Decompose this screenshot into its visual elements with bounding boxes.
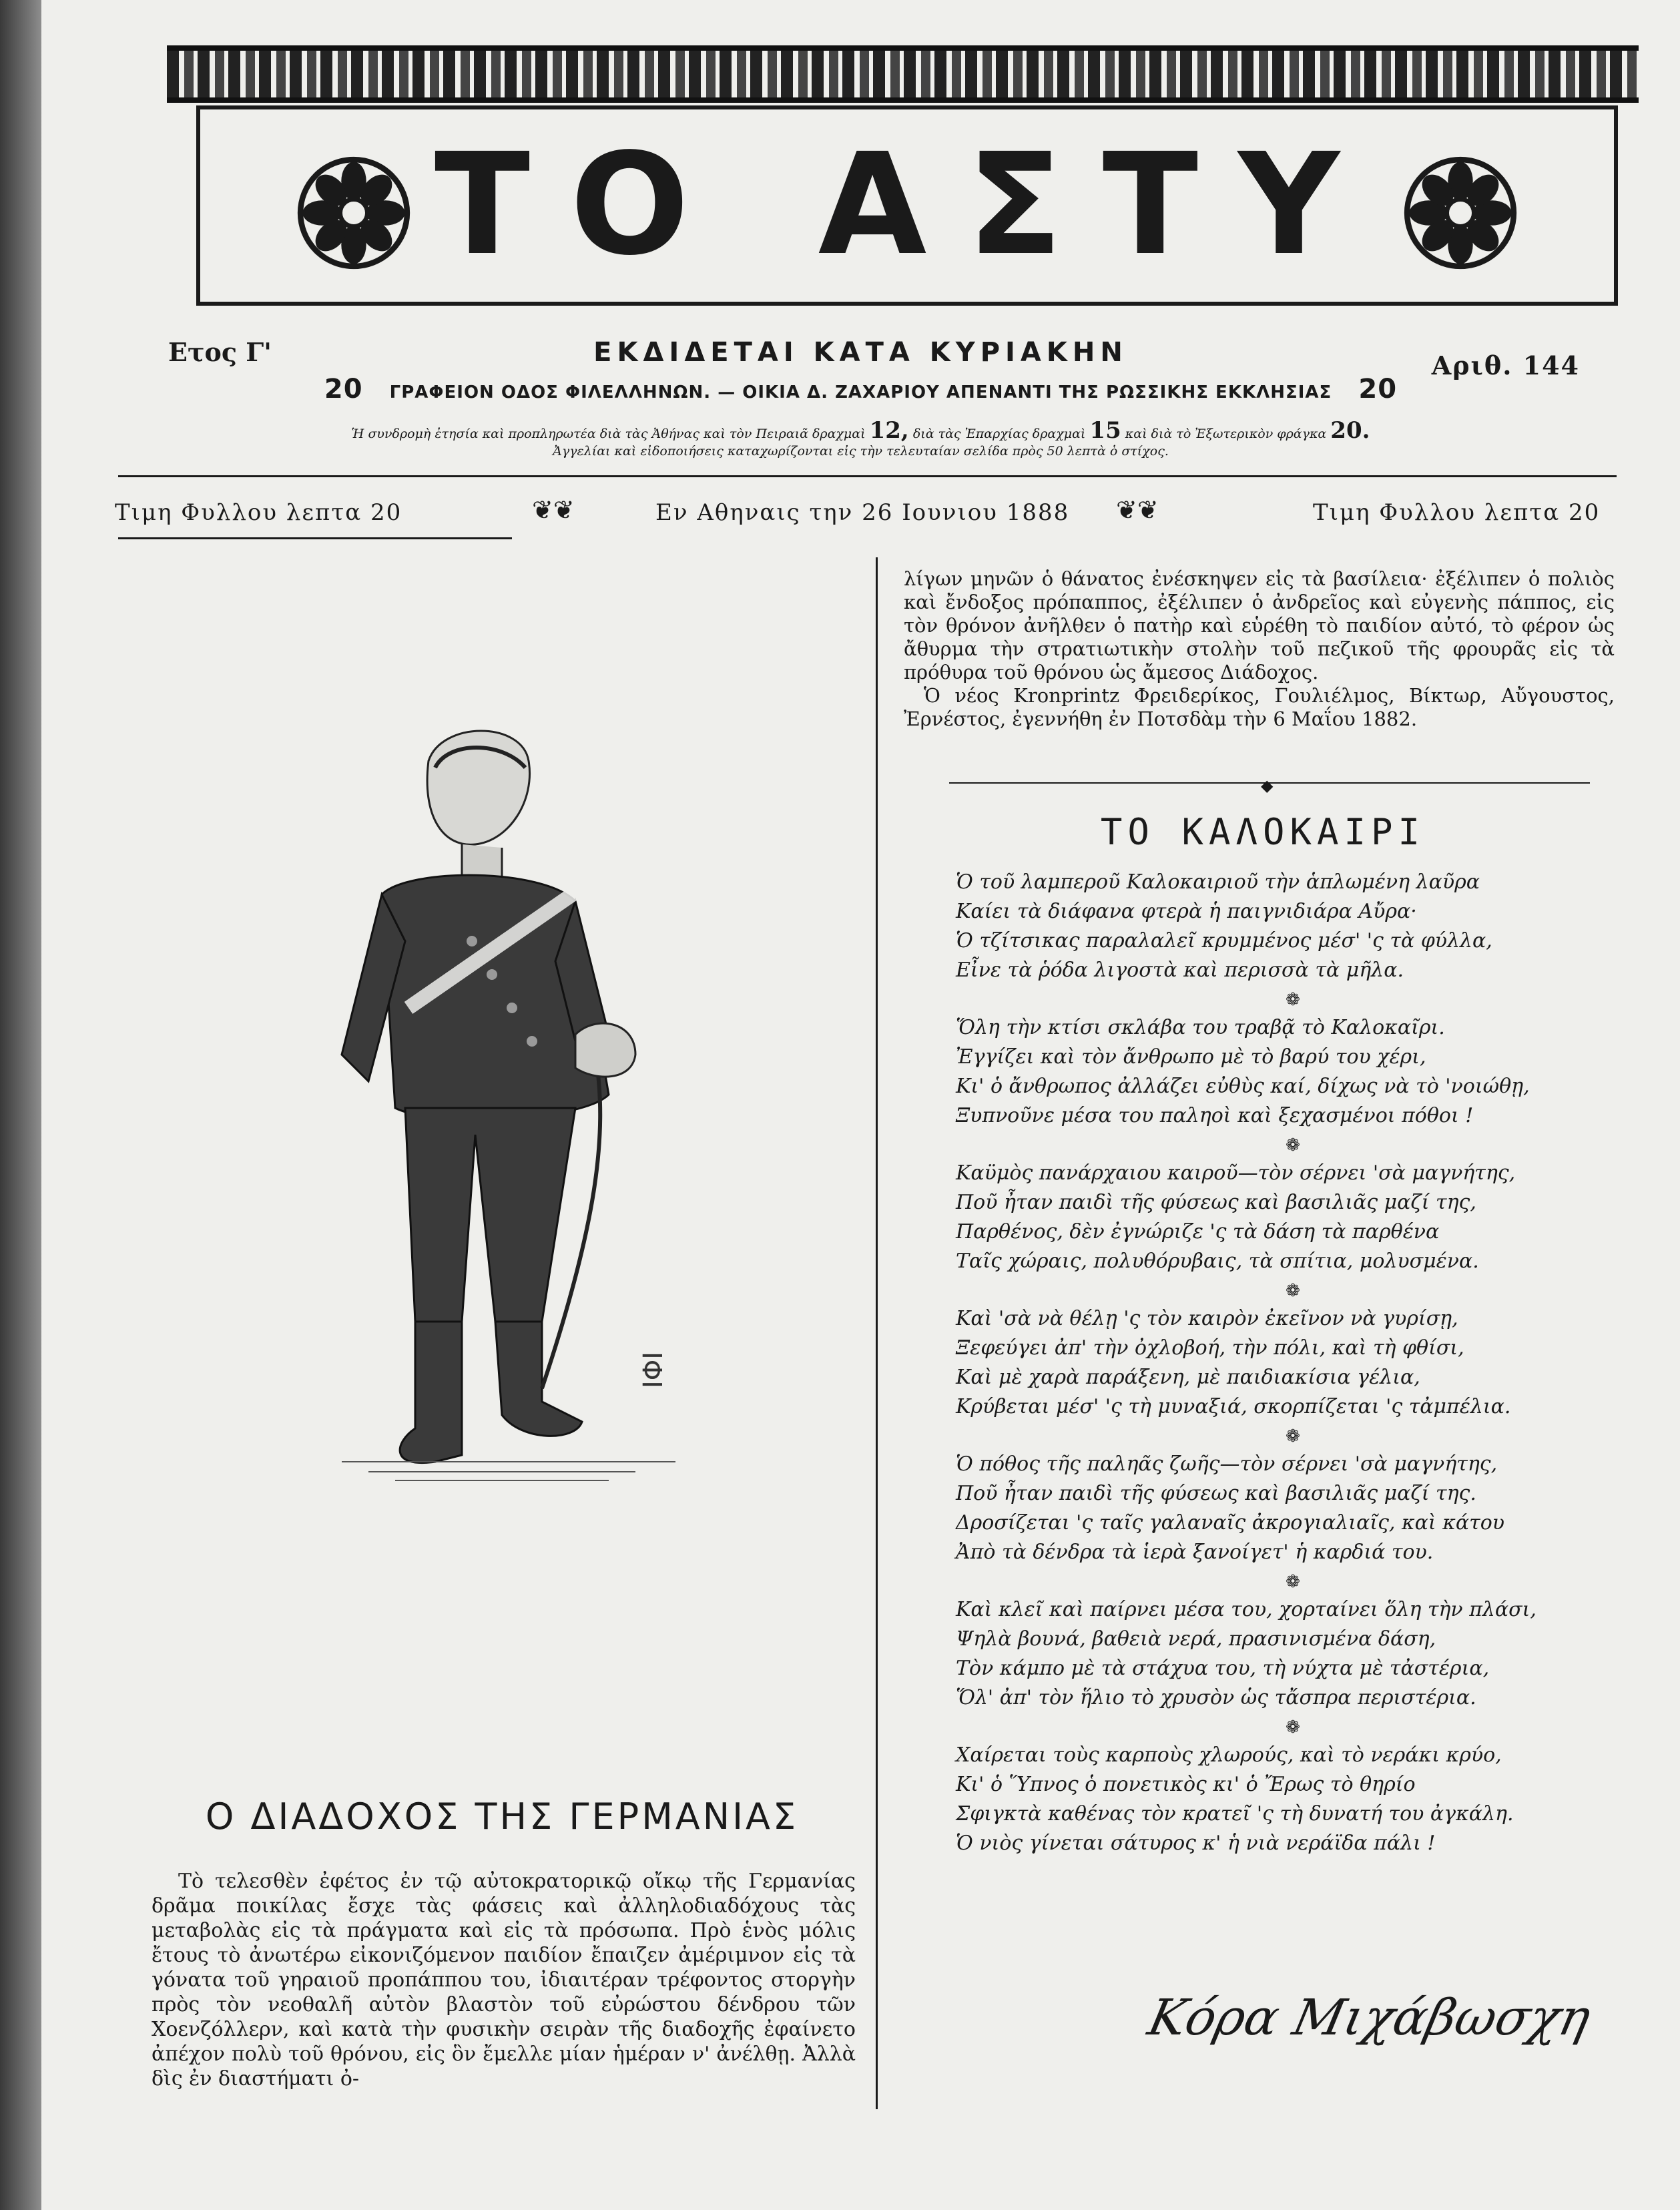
poem-stanza	[956, 1741, 1630, 1858]
poem-stanza	[956, 1595, 1630, 1737]
poem-body	[956, 868, 1630, 1886]
poem-line: Ὁ τοῦ λαμπεροῦ Καλοκαιριοῦ τὴν ἁπλωμένη λαῦρα	[956, 870, 1480, 894]
poem-stanza	[956, 1159, 1630, 1301]
masthead-title: ΤΟ ΑΣΤΥ	[434, 123, 1380, 286]
article-lead	[152, 1869, 856, 2091]
boy-portrait-illustration	[262, 721, 769, 1488]
subs-price-1: 12,	[869, 417, 909, 444]
dateline-bottom-rule	[118, 537, 512, 539]
poem-line: Κρύβεται μέσ' 'ς τὴ μυναξιά, σκορπίζεται 'ς τἀμπέλια.	[956, 1395, 1511, 1418]
subs-price-3: 20.	[1330, 417, 1370, 444]
stanza-ornament-icon: ❁	[1286, 1135, 1300, 1155]
poem-line: Ἐγγίζει καὶ τὸν ἄνθρωπο μὲ τὸ βαρύ του χέρι,	[956, 1045, 1426, 1069]
poem-line: Ξεφεύγει ἀπ' τὴν ὀχλοβοή, τὴν πόλι, καὶ τὴ φθίσι,	[956, 1336, 1464, 1360]
advertising-note: Ἀγγελίαι καὶ εἰδοποιήσεις καταχωρίζονται εἰς τὴν τελευταίαν σελίδα πρὸς 50 λεπτὰ ὁ στίχος.	[553, 444, 1169, 459]
poem-line: Ὁ τζίτσικας παραλαλεῖ κρυμμένος μέσ' 'ς τὰ φύλλα,	[956, 929, 1492, 952]
poem-line: Ὅλ' ἀπ' τὸν ἥλιο τὸ χρυσὸν ὡς τἄσπρα περιστέρια.	[956, 1686, 1476, 1709]
subs-price-2: 15	[1089, 417, 1121, 444]
article-birth-note: Ὁ νέος Kronprintz Φρειδερίκος, Γουλιέλμος, Βίκτωρ, Αὔγουστος, Ἐρνέστος, ἐγεννήθη ἐν Ποτσδὰμ τὴν 6 Μαΐου 1882.	[904, 684, 1615, 730]
article-title: Ο ΔΙΑΔΟΧΟΣ ΤΗΣ ΓΕΡΜΑΝΙΑΣ	[205, 1795, 799, 1838]
poem-line: Χαίρεται τοὺς καρποὺς χλωρούς, καὶ τὸ νεράκι κρύο,	[956, 1743, 1502, 1767]
article-lead-paragraph: Τὸ τελεσθὲν ἐφέτος ἐν τῷ αὐτοκρατορικῷ οἴκῳ τῆς Γερμανίας δρᾶμα ποικίλας ἔσχε τὰς φάσεις καὶ ἀλληλοδιαδόχους τὰς μεταβολὰς εἰς τὰ πράγματα καὶ εἰς τὰ πρόσωπα. Πρὸ ἑνὸς μόλις ἔτους τὸ ἀνωτέρω εἰκονιζόμενον παιδίον ἔπαιζεν ἀμέριμνον εἰς τὰ γόνατα τοῦ γηραιοῦ προπάππου του, ἰδιαιτέραν τρέφοντος στοργὴν πρὸς τὸν νεοθαλῆ αὐτὸν βλαστὸν τοῦ εὐρώστου δένδρου τῶν Χοενζόλλερν, καὶ κατὰ τὴν φυσικὴν σειρὰν τῆς διαδοχῆς ἐφαίνετο ἀπέχον πολὺ τοῦ θρόνου, εἰς ὃν ἔμελλε μίαν ἡμέραν ν' ἀνέλθῃ. Ἀλλὰ δὶς ἐν διαστήματι ὀ-	[152, 1870, 856, 2091]
stanza-ornament-icon: ❁	[1286, 1281, 1300, 1301]
office-address-line	[41, 374, 1680, 404]
poem-line: Ὁ νιὸς γίνεται σάτυρος κ' ἡ νιὰ νεράϊδα πάλι !	[956, 1832, 1436, 1855]
poem-line: Παρθένος, δὲν ἐγνώριζε 'ς τὰ δάση τὰ παρθένα	[956, 1220, 1440, 1244]
rosette-right-icon	[1404, 156, 1517, 270]
poem-line: Ψηλὰ βουνά, βαθειὰ νερά, πρασινισμένα δάση,	[956, 1627, 1436, 1651]
fleuron-right-icon: ❦❦	[1116, 495, 1159, 525]
stanza-ornament-icon: ❁	[1286, 1572, 1300, 1592]
article-continuation	[904, 567, 1615, 731]
poem-line: Ποῦ ἦταν παιδὶ τῆς φύσεως καὶ βασιλιᾶς μαζί της.	[956, 1482, 1476, 1505]
issue-date: Εν Αθηναις την 26 Ιουνιου 1888	[655, 499, 1070, 526]
article-continuation-paragraph: λίγων μηνῶν ὁ θάνατος ἐνέσκηψεν εἰς τὰ βασίλεια· ἐξέλιπεν ὁ πολιὸς καὶ ἔνδοξος πρόπαππος, ἐξέλιπεν ὁ ἀνδρεῖος καὶ εὐγενὴς πάππος, εἰς τὸν θρόνον ἀνῆλθεν ὁ πατὴρ καὶ εὑρέθη τὸ παιδίον αὐτό, τὸ φέρον ὡς ἄθυρμα τὴν στρατιωτικὴν στολὴν τοῦ πεζικοῦ τῆς φρουρᾶς εἰς τὰ πρόθυρα τοῦ θρόνου ὡς ἄμεσος Διάδοχος.	[904, 567, 1615, 683]
column-divider	[876, 557, 878, 2109]
stanza-ornament-icon: ❁	[1286, 1717, 1300, 1737]
subs-text-1: Ἡ συνδρομὴ ἐτησία καὶ προπληρωτέα διὰ τὰς Ἀθήνας καὶ τὸν Πειραιᾶ δραχμαὶ	[351, 427, 866, 441]
subscription-line	[41, 417, 1680, 444]
poem-line: Ὅλη τὴν κτίσι σκλάβα του τραβᾷ τὸ Καλοκαῖρι.	[956, 1016, 1445, 1039]
poem-line: Καίει τὰ διάφανα φτερὰ ἡ παιγνιδιάρα Αὔρα·	[956, 900, 1417, 923]
poem-line: Ἀπὸ τὰ δένδρα τὰ ἱερὰ ξανοίγετ' ἡ καρδιά του.	[956, 1541, 1434, 1564]
office-left-number: 20	[324, 374, 363, 404]
poem-line: Καὶ μὲ χαρὰ παράξενη, μὲ παιδιακίσια γέλια,	[956, 1366, 1420, 1389]
year-label: Ετος Γ'	[168, 337, 272, 367]
office-right-number: 20	[1358, 374, 1398, 404]
poem-stanza	[956, 1450, 1630, 1592]
author-signature: Κόρα Μιχάβωσχη	[1143, 1989, 1596, 2046]
poem-line: Κι' ὁ ἄνθρωπος ἀλλάζει εὐθὺς καί, δίχως νὰ τὸ 'νοιώθῃ,	[956, 1075, 1530, 1098]
office-address: ΓΡΑΦΕΙΟΝ ΟΔΟΣ ΦΙΛΕΛΛΗΝΩΝ. — ΟΙΚΙΑ Δ. ΖΑΧΑΡΙΟΥ ΑΠΕΝΑΝΤΙ ΤΗΣ ΡΩΣΣΙΚΗΣ ΕΚΚΛΗΣΙΑΣ	[389, 382, 1332, 402]
poem-line: Ὁ πόθος τῆς παληᾶς ζωῆς—τὸν σέρνει 'σὰ μαγνήτης,	[956, 1452, 1498, 1476]
svg-text:ΙΦΙ: ΙΦΙ	[638, 1351, 669, 1388]
poem-line: Τὸν κάμπο μὲ τὰ στάχυα του, τὴ νύχτα μὲ τἀστέρια,	[956, 1657, 1490, 1680]
stanza-ornament-icon: ❁	[1286, 990, 1300, 1010]
poem-stanza	[956, 1304, 1630, 1446]
poem-line: Ταῖς χώραις, πολυθόρυβαις, τὰ σπίτια, μολυσμένα.	[956, 1250, 1479, 1273]
newspaper-page	[41, 0, 1680, 2210]
poem-line: Δροσίζεται 'ς ταῖς γαλαναῖς ἀκρογιαλιαῖς, καὶ κάτου	[956, 1511, 1505, 1535]
subs-text-3: καὶ διὰ τὸ Ἐξωτερικὸν φράγκα	[1125, 427, 1327, 441]
poem-line: Καὶ κλεῖ καὶ παίρνει μέσα του, χορταίνει ὅλη τὴν πλάσι,	[956, 1598, 1536, 1621]
poem-line: Κι' ὁ Ὕπνος ὁ πονετικὸς κι' ὁ Ἔρως τὸ θηρίο	[956, 1773, 1416, 1796]
dateline-top-rule	[118, 475, 1617, 477]
poem-line: Καὶ 'σὰ νὰ θέλῃ 'ς τὸν καιρὸν ἐκεῖνον νὰ γυρίσῃ,	[956, 1307, 1458, 1330]
stanza-ornament-icon: ❁	[1286, 1426, 1300, 1446]
fleuron-left-icon: ❦❦	[532, 495, 575, 525]
poem-line: Εἶνε τὰ ῥόδα λιγοστὰ καὶ περισσὰ τὰ μῆλα.	[956, 958, 1404, 982]
poem-line: Ξυπνοῦνε μέσα του παληοὶ καὶ ξεχασμένοι πόθοι !	[956, 1104, 1474, 1127]
issue-number: Αριθ. 144	[1431, 350, 1580, 380]
poem-line: Ποῦ ἦταν παιδὶ τῆς φύσεως καὶ βασιλιᾶς μαζί της,	[956, 1191, 1476, 1214]
publication-schedule: ΕΚΔΙΔΕΤΑΙ ΚΑΤΑ ΚΥΡΙΑΚΗΝ	[593, 337, 1128, 368]
separator-dot-icon: ◆	[1261, 776, 1274, 795]
poem-stanza	[956, 1013, 1630, 1155]
subs-text-2: διὰ τὰς Ἐπαρχίας δραχμαὶ	[912, 427, 1086, 441]
masthead-frame	[196, 105, 1618, 306]
book-spine	[0, 0, 41, 2210]
poem-title: ΤΟ ΚΑΛΟΚΑΙΡΙ	[1100, 811, 1426, 853]
poem-line: Σφιγκτὰ καθένας τὸν κρατεῖ 'ς τὴ δυνατή του ἀγκάλη.	[956, 1802, 1514, 1826]
poem-stanza	[956, 868, 1630, 1010]
price-left: Τιμη Φυλλου λεπτα 20	[115, 499, 402, 526]
masthead-ornament-band	[167, 45, 1639, 103]
poem-line: Καϋμὸς πανάρχαιου καιροῦ—τὸν σέρνει 'σὰ μαγνήτης,	[956, 1161, 1516, 1185]
price-right: Τιμη Φυλλου λεπτα 20	[1313, 499, 1601, 526]
